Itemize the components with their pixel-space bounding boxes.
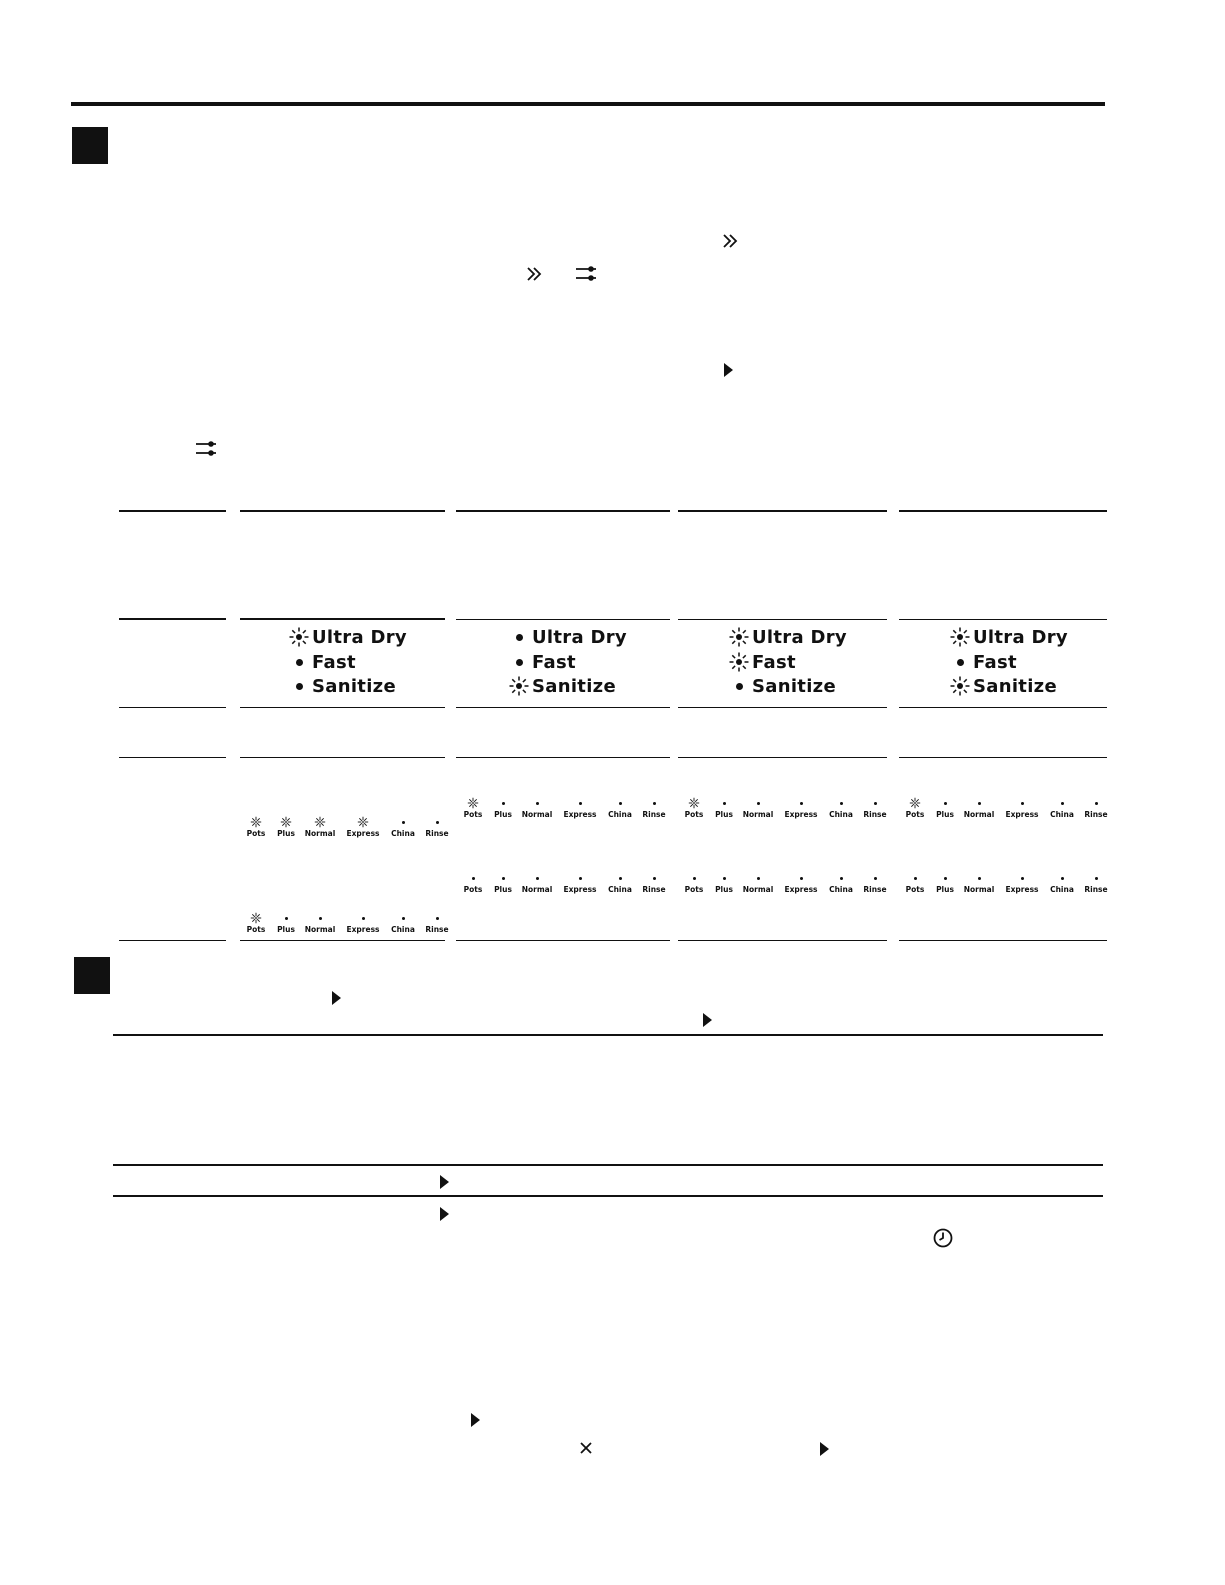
table-rule bbox=[678, 707, 887, 708]
cycle-label: Pots bbox=[246, 925, 266, 934]
option-group bbox=[729, 626, 847, 700]
cycle-label: Plus bbox=[277, 925, 295, 934]
option-group bbox=[950, 626, 1068, 700]
table-rule bbox=[899, 940, 1107, 941]
flashing-light-icon bbox=[729, 652, 749, 672]
close-x-icon bbox=[579, 1441, 593, 1455]
option-label: Fast bbox=[973, 651, 1017, 673]
option-indicator bbox=[289, 626, 407, 651]
clock-icon bbox=[932, 1227, 954, 1249]
play-triangle-icon bbox=[722, 361, 734, 379]
table-rule bbox=[456, 757, 670, 758]
section-rule bbox=[113, 1164, 1103, 1166]
cycle-label: Rinse bbox=[1084, 885, 1108, 894]
option-label: Sanitize bbox=[752, 676, 836, 697]
cycle-label: China bbox=[829, 885, 853, 894]
cycle-label: Express bbox=[346, 829, 380, 838]
cycle-label: China bbox=[608, 810, 632, 819]
cycle-label: Rinse bbox=[1084, 810, 1108, 819]
table-rule bbox=[899, 757, 1107, 758]
dot-indicator-icon bbox=[517, 797, 557, 809]
cycle-label: Plus bbox=[715, 810, 733, 819]
section-rule bbox=[113, 1034, 1103, 1036]
table-rule bbox=[678, 940, 887, 941]
flashing-light-icon bbox=[950, 627, 970, 647]
flashing-light-icon bbox=[289, 627, 309, 647]
dot-indicator-icon bbox=[634, 797, 674, 809]
options-sliders-icon bbox=[574, 264, 598, 284]
cycle-label: Plus bbox=[494, 885, 512, 894]
table-rule bbox=[119, 940, 226, 941]
double-chevron-icon bbox=[526, 266, 544, 282]
play-triangle-icon bbox=[469, 1411, 481, 1429]
option-label: Sanitize bbox=[532, 676, 616, 697]
cycle-indicator bbox=[634, 797, 674, 819]
flashing-light-icon bbox=[343, 816, 383, 828]
cycle-label: Normal bbox=[742, 885, 774, 894]
cycle-label: Pots bbox=[684, 810, 704, 819]
cycle-label: Pots bbox=[246, 829, 266, 838]
cycle-label: Express bbox=[563, 885, 597, 894]
flashing-light-icon bbox=[509, 676, 529, 696]
dot-indicator-icon bbox=[509, 627, 529, 647]
flashing-light-icon bbox=[280, 816, 292, 828]
dot-indicator-icon bbox=[950, 652, 970, 672]
cycle-label: Rinse bbox=[425, 829, 449, 838]
dot-indicator-icon bbox=[343, 912, 383, 924]
option-indicator bbox=[729, 651, 847, 676]
flashing-light-icon bbox=[729, 627, 749, 647]
dot-indicator-icon bbox=[560, 872, 600, 884]
cycle-label: Plus bbox=[277, 829, 295, 838]
option-label: Ultra Dry bbox=[752, 627, 847, 648]
play-triangle-icon bbox=[330, 989, 342, 1007]
cycle-indicator bbox=[1076, 797, 1116, 819]
flashing-light-icon bbox=[729, 652, 749, 672]
cycle-indicator bbox=[738, 872, 778, 894]
play-triangle-icon bbox=[438, 1173, 450, 1191]
cycle-label: Normal bbox=[963, 885, 995, 894]
option-indicator bbox=[950, 626, 1068, 651]
cycle-label: Pots bbox=[905, 885, 925, 894]
cycle-label: Rinse bbox=[642, 810, 666, 819]
dot-indicator-icon bbox=[738, 872, 778, 884]
cycle-indicator bbox=[855, 872, 895, 894]
cycle-indicator bbox=[1076, 872, 1116, 894]
cycle-indicator bbox=[517, 872, 557, 894]
table-rule bbox=[678, 757, 887, 758]
option-label: Ultra Dry bbox=[532, 627, 627, 648]
cycle-indicator bbox=[560, 797, 600, 819]
flashing-light-icon bbox=[688, 797, 700, 809]
dot-indicator-icon bbox=[289, 676, 309, 696]
cycle-indicator bbox=[417, 816, 457, 838]
flashing-light-icon bbox=[729, 627, 749, 647]
flashing-light-icon bbox=[909, 797, 921, 809]
cycle-label: Rinse bbox=[863, 885, 887, 894]
flashing-light-icon bbox=[250, 816, 262, 828]
option-indicator bbox=[509, 626, 627, 651]
table-rule bbox=[456, 707, 670, 708]
cycle-indicator bbox=[1002, 872, 1042, 894]
cycle-label: Normal bbox=[963, 810, 995, 819]
cycle-label: Pots bbox=[463, 810, 483, 819]
dot-indicator-icon bbox=[1076, 872, 1116, 884]
cycle-label: China bbox=[391, 829, 415, 838]
flashing-light-icon bbox=[314, 816, 326, 828]
table-rule bbox=[240, 940, 445, 941]
dot-indicator-icon bbox=[417, 912, 457, 924]
dot-indicator-icon bbox=[855, 872, 895, 884]
cycle-label: Normal bbox=[742, 810, 774, 819]
table-rule bbox=[456, 619, 670, 620]
cycle-indicator bbox=[855, 797, 895, 819]
option-indicator bbox=[289, 675, 407, 700]
cycle-indicator bbox=[560, 872, 600, 894]
option-indicator bbox=[509, 651, 627, 676]
cycle-label: Normal bbox=[521, 810, 553, 819]
table-rule bbox=[240, 707, 445, 708]
cycle-indicator bbox=[343, 912, 383, 934]
cycle-label: China bbox=[608, 885, 632, 894]
dot-indicator-icon bbox=[417, 816, 457, 828]
cycle-label: Plus bbox=[936, 810, 954, 819]
option-indicator bbox=[509, 675, 627, 700]
cycle-indicator bbox=[738, 797, 778, 819]
cycle-indicator bbox=[1002, 797, 1042, 819]
cycle-indicator bbox=[959, 797, 999, 819]
dot-indicator-icon bbox=[1002, 872, 1042, 884]
option-label: Fast bbox=[532, 651, 576, 673]
cycle-label: Plus bbox=[936, 885, 954, 894]
cycle-label: Rinse bbox=[863, 810, 887, 819]
flashing-light-icon bbox=[950, 627, 970, 647]
dot-indicator-icon bbox=[781, 872, 821, 884]
cycle-label: Pots bbox=[463, 885, 483, 894]
cycle-label: Rinse bbox=[642, 885, 666, 894]
option-indicator bbox=[950, 675, 1068, 700]
section-marker-square-2 bbox=[74, 957, 110, 994]
cycle-indicator bbox=[634, 872, 674, 894]
cycle-label: China bbox=[829, 810, 853, 819]
table-rule bbox=[240, 510, 445, 512]
dot-indicator-icon bbox=[959, 872, 999, 884]
dot-indicator-icon bbox=[781, 797, 821, 809]
flashing-light-icon bbox=[289, 627, 309, 647]
flashing-light-icon bbox=[509, 676, 529, 696]
dot-indicator-icon bbox=[560, 797, 600, 809]
dot-indicator-icon bbox=[738, 797, 778, 809]
cycle-label: Pots bbox=[905, 810, 925, 819]
section-marker-square-1 bbox=[72, 127, 108, 164]
dot-indicator-icon bbox=[634, 872, 674, 884]
cycle-label: Normal bbox=[521, 885, 553, 894]
cycle-indicator bbox=[959, 872, 999, 894]
top-rule bbox=[71, 102, 1105, 106]
cycle-label: Express bbox=[1005, 810, 1039, 819]
cycle-label: Express bbox=[784, 885, 818, 894]
cycle-label: Rinse bbox=[425, 925, 449, 934]
option-indicator bbox=[729, 626, 847, 651]
table-rule bbox=[119, 757, 226, 758]
cycle-indicator bbox=[517, 797, 557, 819]
flashing-light-icon bbox=[950, 676, 970, 696]
dot-indicator-icon bbox=[1076, 797, 1116, 809]
table-rule bbox=[456, 940, 670, 941]
option-label: Fast bbox=[312, 651, 356, 673]
option-indicator bbox=[950, 651, 1068, 676]
cycle-label: China bbox=[391, 925, 415, 934]
table-rule bbox=[899, 707, 1107, 708]
cycle-label: Express bbox=[563, 810, 597, 819]
cycle-label: China bbox=[1050, 810, 1074, 819]
flashing-light-icon bbox=[300, 816, 340, 828]
play-triangle-icon bbox=[438, 1205, 450, 1223]
dot-indicator-icon bbox=[300, 912, 340, 924]
dot-indicator-icon bbox=[509, 652, 529, 672]
cycle-indicator bbox=[417, 912, 457, 934]
dot-indicator-icon bbox=[517, 872, 557, 884]
dot-indicator-icon bbox=[1002, 797, 1042, 809]
dot-indicator-icon bbox=[729, 676, 749, 696]
cycle-label: Plus bbox=[715, 885, 733, 894]
double-chevron-icon bbox=[722, 233, 740, 249]
play-triangle-icon bbox=[818, 1440, 830, 1458]
cycle-indicator bbox=[343, 816, 383, 838]
cycle-indicator bbox=[300, 912, 340, 934]
table-rule bbox=[240, 757, 445, 758]
play-triangle-icon bbox=[701, 1011, 713, 1029]
option-label: Fast bbox=[752, 651, 796, 673]
table-rule bbox=[119, 707, 226, 708]
cycle-label: Plus bbox=[494, 810, 512, 819]
table-rule bbox=[678, 619, 887, 620]
cycle-label: Express bbox=[346, 925, 380, 934]
dot-indicator-icon bbox=[959, 797, 999, 809]
option-group bbox=[509, 626, 627, 700]
option-label: Ultra Dry bbox=[973, 627, 1068, 648]
table-rule bbox=[456, 510, 670, 512]
flashing-light-icon bbox=[467, 797, 479, 809]
option-group bbox=[289, 626, 407, 700]
cycle-indicator bbox=[300, 816, 340, 838]
options-sliders-icon bbox=[194, 439, 218, 459]
option-label: Sanitize bbox=[973, 676, 1057, 697]
cycle-indicator bbox=[781, 797, 821, 819]
dot-indicator-icon bbox=[289, 652, 309, 672]
table-rule bbox=[899, 619, 1107, 620]
flashing-light-icon bbox=[250, 912, 262, 924]
table-rule bbox=[119, 510, 226, 512]
dot-indicator-icon bbox=[855, 797, 895, 809]
cycle-indicator bbox=[781, 872, 821, 894]
section-rule bbox=[113, 1195, 1103, 1197]
cycle-label: China bbox=[1050, 885, 1074, 894]
flashing-light-icon bbox=[357, 816, 369, 828]
table-rule bbox=[240, 618, 445, 620]
table-rule bbox=[119, 618, 226, 620]
option-label: Ultra Dry bbox=[312, 627, 407, 648]
cycle-label: Express bbox=[1005, 885, 1039, 894]
option-indicator bbox=[289, 651, 407, 676]
option-label: Sanitize bbox=[312, 676, 396, 697]
cycle-label: Express bbox=[784, 810, 818, 819]
cycle-label: Pots bbox=[684, 885, 704, 894]
table-rule bbox=[678, 510, 887, 512]
table-rule bbox=[899, 510, 1107, 512]
option-indicator bbox=[729, 675, 847, 700]
flashing-light-icon bbox=[950, 676, 970, 696]
cycle-label: Normal bbox=[304, 925, 336, 934]
cycle-label: Normal bbox=[304, 829, 336, 838]
